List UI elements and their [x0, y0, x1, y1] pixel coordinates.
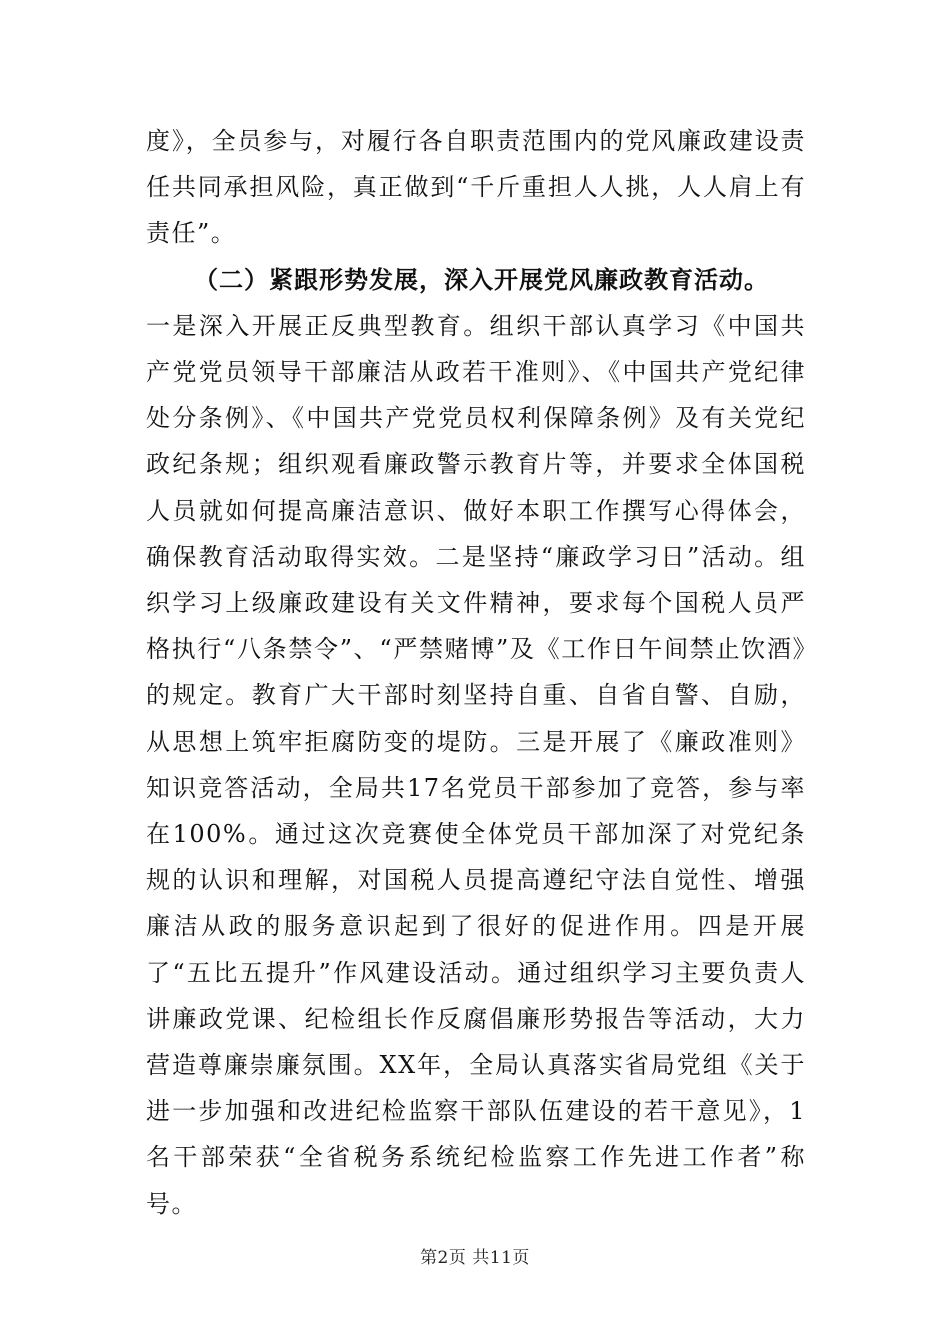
page-footer: 第2页 共11页	[420, 1248, 530, 1268]
document-body	[146, 118, 806, 1227]
section-heading: （二）紧跟形势发展，深入开展党风廉政教育活动。	[194, 265, 769, 294]
paragraph-continuation: 度》，全员参与，对履行各自职责范围内的党风廉政建设责任共同承担风险，真正做到“千斤重担人人挑，人人肩上有责任”。	[146, 127, 806, 248]
paragraph-education-activities: 一是深入开展正反典型教育。组织干部认真学习《中国共产党党员领导干部廉洁从政若干准则》、《中国共产党纪律处分条例》、《中国共产党党员权利保障条例》及有关党纪政纪条规；组织观看廉政警示教育片等，并要求全体国税人员就如何提高廉洁意识、做好本职工作撰写心得体会，确保教育活动取得实效。二是坚持“廉政学习日”活动。组织学习上级廉政建设有关文件精神，要求每个国税人员严格执行“八条禁令”、“严禁赌博”及《工作日午间禁止饮酒》的规定。教育广大干部时刻坚持自重、自省自警、自励，从思想上筑牢拒腐防变的堤防。三是开展了《廉政准则》知识竞答活动，全局共17名党员干部参加了竞答，参与率在100%。通过这次竞赛使全体党员干部加深了对党纪条规的认识和理解，对国税人员提高遵纪守法自觉性、增强廉洁从政的服务意识起到了很好的促进作用。四是开展了“五比五提升”作风建设活动。通过组织学习主要负责人讲廉政党课、纪检组长作反腐倡廉形势报告等活动，大力营造尊廉崇廉氛围。XX年，全局认真落实省局党组《关于进一步加强和改进纪检监察干部队伍建设的若干意见》，1名干部荣获“全省税务系统纪检监察工作先进工作者”称号。	[146, 311, 806, 1218]
